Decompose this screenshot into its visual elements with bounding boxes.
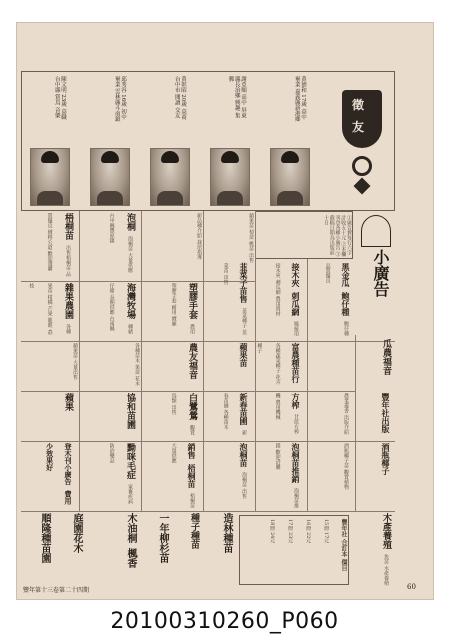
ad-title: 雜果農園 [63, 283, 73, 319]
price-row: 16冊 22元 [305, 519, 311, 544]
friend-photo [270, 148, 310, 206]
ad-block [173, 513, 203, 593]
ad-title: 白鷺鶯 [187, 393, 197, 420]
ad-title: 豐年社出版 [381, 393, 391, 433]
ad-body: 農業叢書 出版介紹 [343, 393, 349, 435]
ad-title: 木油桐 [125, 513, 136, 543]
price-table-header: 豐年社 合訂本 價目 [340, 519, 347, 572]
ad-title: 造林種苗 [221, 513, 232, 553]
ad-body: 嫁接用接木夾 刺瓜網 農用資材 [274, 263, 299, 337]
ad-block [87, 513, 139, 593]
ad-title: 泡桐苗 [239, 443, 249, 467]
ad-title: 富農種苗行 [291, 343, 301, 383]
ad-body: 蘋果苗 大量出售 [72, 343, 78, 380]
ad-block [83, 283, 139, 339]
ad-block [145, 343, 201, 389]
ad-block [55, 513, 85, 593]
ad-block [23, 443, 77, 509]
ad-block [207, 443, 253, 509]
ad-block [207, 393, 253, 439]
ad-title: 鲍仔種 [341, 292, 351, 317]
friend-bio: 邱秀容 16歲 初中畢業 雲林縣斗南鎮 [113, 76, 126, 122]
ad-title: 蘋果苗 [239, 343, 249, 367]
ad-title: 楓香 [125, 548, 136, 569]
small-ads-banner [357, 209, 395, 333]
ad-block [23, 213, 77, 279]
friends-title-1: 徵 [352, 98, 365, 112]
price-row: 17冊 23元 [287, 519, 293, 544]
friend-photo [210, 148, 250, 206]
ad-title: 登木刊小廣告 [64, 443, 73, 485]
ad-block [309, 393, 355, 439]
ad-block [309, 263, 355, 339]
ad-title: 塑膠手套 [187, 283, 197, 319]
ad-title: 農友福音 [187, 343, 197, 379]
ad-body: 新春苗圃 各種苗木 [222, 393, 247, 436]
ad-block [83, 443, 139, 509]
magazine-page [16, 22, 434, 600]
ad-body: 新品種介紹 栽培指導 [196, 213, 202, 260]
ad-title: 梧桐苗 [187, 464, 197, 489]
page-number: 60 [407, 583, 416, 591]
ad-block [145, 393, 201, 439]
friend-bio: 黄彰昭 20歲 高商 台中市 閱讀 交友 [173, 76, 186, 120]
ad-body: 魚苗 水產養殖 [383, 554, 389, 586]
ad-title: 黝咪毛症 [125, 443, 135, 479]
ad-block [357, 339, 395, 391]
ad-body: 農用塑膠手套 耐用 價廉 [170, 283, 195, 335]
ad-body: 種豬 仔豬 長期供應 台南縣 [108, 283, 133, 335]
ad-title: 黑金瓜 [341, 263, 351, 287]
ad-body: 鲍仔種 品質優良 [324, 263, 349, 337]
ad-block [259, 263, 305, 339]
ad-title: 種子種苗 [189, 513, 199, 549]
image-caption: 20100310260_P060 [110, 609, 339, 634]
notice-text: ①廣告費每行六字計收五十元 ②本欄刊登各種小廣告 ③截稿日期為出版前十日 [323, 215, 352, 257]
small-ads-title: 小廣告 [371, 249, 390, 297]
ad-block [309, 443, 355, 509]
ad-block [207, 343, 253, 389]
ad-title: 酒瓶椰子 [381, 443, 391, 475]
ad-title: 庭園花木 [71, 513, 82, 553]
ad-title: 海灣牧場 [125, 283, 135, 319]
ad-title: 銷售 [187, 443, 197, 459]
friends-emblem [334, 78, 390, 202]
friends-title-2: 友 [352, 120, 365, 134]
ad-block [83, 213, 139, 279]
ad-body: 蘋果苗 梨苗 桃苗 出售 [248, 213, 254, 263]
ad-block [23, 393, 77, 439]
ad-body: 泡桐苗推銷 歡迎洽購 [274, 443, 299, 509]
ad-block [355, 513, 395, 593]
ad-block [141, 513, 171, 593]
friends-section [21, 71, 395, 211]
ad-body: 泡桐苗 大量供應 台中縣豐原鎮 [108, 213, 133, 273]
ad-body: 觀賞鳥類 出售 [170, 393, 195, 436]
ad-block [83, 393, 139, 439]
ad-block [357, 393, 395, 439]
ad-body: 出售梧桐苗 品質優良 價格公道 歡迎選購 [46, 213, 71, 277]
ad-title: 協和苗圃 [125, 393, 135, 429]
friend-photo [30, 148, 70, 206]
ad-title: 泡桐苗推銷 [291, 443, 301, 483]
ad-body: 甘蔗方榨機 農用機械 [274, 393, 299, 435]
ad-block [23, 513, 53, 593]
ad-body: 家畜疾病 防治藥品 [108, 443, 133, 505]
notice-box [255, 211, 353, 259]
friend-photo [90, 148, 130, 206]
friend-bio: 陳文明 23歲 高職 台中縣 賞鳥 音樂 [53, 76, 66, 120]
ad-title: 木產養殖 [381, 513, 391, 549]
friend-photo [150, 148, 190, 206]
ad-body: 梧桐苗 大量供應 [170, 443, 195, 509]
ad-title: 接木夾 [291, 263, 301, 287]
ad-title: 梧桐苗 [63, 213, 73, 240]
ad-block [207, 263, 253, 339]
ad-body: 泡桐苗 出售 [241, 472, 247, 499]
ad-block [256, 343, 305, 389]
ad-block [145, 283, 201, 339]
ad-title: 刺瓜網 [291, 292, 301, 317]
ad-title: 瓜農福音 [381, 339, 391, 375]
ad-title: 蘋果 [63, 393, 73, 411]
ad-body: 各種苗木 果苗 花木 [134, 343, 140, 387]
ad-block [23, 283, 77, 339]
price-row: 15冊 17元 [323, 519, 329, 544]
ad-title: 費用少效果好 [45, 443, 73, 505]
ad-block [205, 513, 235, 593]
friend-bio: 黄德和 17歲 高中畢業 嘉義縣新港鄉 [293, 76, 306, 122]
price-table [239, 515, 349, 585]
ad-title: 韮菜子苗售 [239, 263, 249, 303]
ad-title: 方榨 [291, 393, 301, 409]
ad-title: 一年柳杉苗 [157, 513, 168, 563]
ad-body: 酒瓶椰子苗 觀賞植物 [343, 443, 349, 490]
price-row: 18冊 24元 [269, 519, 275, 544]
ad-body: 各種蔬菜種子 花卉種子 [256, 343, 281, 385]
ad-title: 順隆種苗園 [39, 513, 50, 563]
ad-block [259, 393, 305, 439]
ad-title: 泡桐 [125, 213, 135, 231]
ad-block [357, 443, 395, 509]
footer-text: 豐年第十三卷第二十四期 [23, 587, 90, 594]
ad-body: 各種果苗 柑橘 芒果 龍眼 荔枝 [28, 283, 71, 335]
ad-body: 韮菜種子 韮菜苗 出售 [222, 263, 247, 335]
ad-title: 新春苗圃 [239, 393, 249, 425]
friend-bio: 謝亞順 高中 屏東縣長治鄉 興趣 集郵 [227, 76, 246, 118]
ad-block [259, 443, 305, 509]
ad-block [145, 443, 201, 509]
